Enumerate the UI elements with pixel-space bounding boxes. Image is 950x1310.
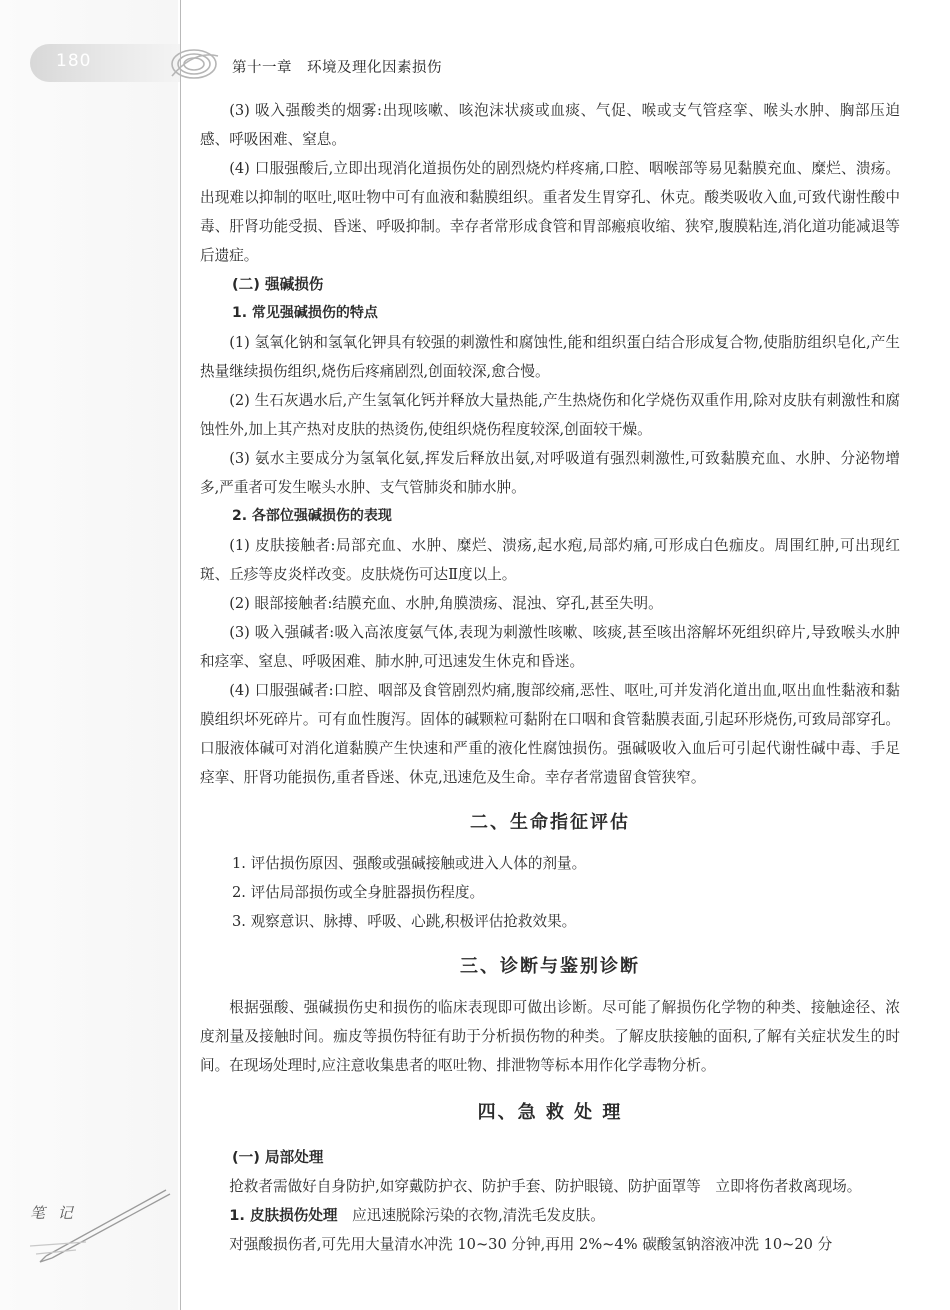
paragraph: (2) 生石灰遇水后,产生氢氧化钙并释放大量热能,产生热烧伤和化学烧伤双重作用,除对皮肤有刺激性和腐蚀性外,加上其产热对皮肤的热烫伤,使组织烧伤程度较深,创面较干燥。	[200, 392, 900, 438]
page-number-badge	[30, 44, 180, 82]
margin-divider	[180, 0, 181, 1310]
list-item: 2. 评估局部损伤或全身脏器损伤程度。	[232, 884, 485, 901]
chapter-title: 第十一章 环境及理化因素损伤	[232, 60, 442, 76]
paragraph-skin-treatment	[200, 1201, 900, 1230]
paragraph: 对强酸损伤者,可先用大量清水冲洗 10~30 分钟,再用 2%~4% 碳酸氢钠溶液冲洗 10~20 分	[229, 1236, 833, 1253]
heading-alkali-features: 1. 常见强碱损伤的特点	[232, 305, 378, 321]
section-title-vital-signs: 二、生命指征评估	[470, 812, 630, 833]
page-number: 180	[56, 51, 92, 71]
subheading-strong-alkali: (二) 强碱损伤	[232, 276, 324, 293]
paragraph: 根据强酸、强碱损伤史和损伤的临床表现即可做出诊断。尽可能了解损伤化学物的种类、接触途径、浓度剂量及接触时间。痂皮等损伤特征有助于分析损伤物的种类。了解皮肤接触的面积,了解有关症状发生的时间。在现场处理时,应注意收集患者的呕吐物、排泄物等标本用作化学毒物分析。	[200, 999, 900, 1074]
paragraph: 抢救者需做好自身防护,如穿戴防护衣、防护手套、防护眼镜、防护面罩等 立即将伤者救离现场。	[229, 1178, 862, 1195]
list-item: 3. 观察意识、脉搏、呼吸、心跳,积极评估抢救效果。	[232, 913, 577, 930]
paragraph: (4) 口服强碱者:口腔、咽部及食管剧烈灼痛,腹部绞痛,恶性、呕吐,可并发消化道出血,呕出血性黏液和黏膜组织坏死碎片。可有血性腹泻。固体的碱颗粒可黏附在口咽和食管黏膜表面,引起环形烧伤,可致局部穿孔。口服液体碱可对消化道黏膜产生快速和严重的液化性腐蚀损伤。强碱吸收入血后可引起代谢性碱中毒、手足痉挛、肝肾功能损伤,重者昏迷、休克,迅速危及生命。幸存者常遗留食管狭窄。	[200, 682, 900, 786]
paragraph: (1) 氢氧化钠和氢氧化钾具有较强的刺激性和腐蚀性,能和组织蛋白结合形成复合物,使脂肪组织皂化,产生热量继续损伤组织,烧伤后疼痛剧烈,创面较深,愈合慢。	[200, 334, 900, 380]
section-title-diagnosis: 三、诊断与鉴别诊断	[460, 956, 640, 977]
paragraph: (1) 皮肤接触者:局部充血、水肿、糜烂、溃疡,起水疱,局部灼痛,可形成白色痂皮。周围红肿,可出现红斑、丘疹等皮炎样改变。皮肤烧伤可达Ⅱ度以上。	[200, 537, 900, 583]
paragraph: (3) 吸入强酸类的烟雾:出现咳嗽、咳泡沫状痰或血痰、气促、喉或支气管痉挛、喉头水肿、胸部压迫感、呼吸困难、窒息。	[200, 102, 900, 148]
section-title-first-aid: 四、急 救 处 理	[477, 1102, 623, 1123]
lead-skin-treatment: 1. 皮肤损伤处理	[229, 1207, 338, 1224]
list-item: 1. 评估损伤原因、强酸或强碱接触或进入人体的剂量。	[232, 855, 587, 872]
paragraph: (4) 口服强酸后,立即出现消化道损伤处的剧烈烧灼样疼痛,口腔、咽喉部等易见黏膜充血、糜烂、溃疡。出现难以抑制的呕吐,呕吐物中可有血液和黏膜组织。重者发生胃穿孔、休克。酸类吸收入血,可致代谢性酸中毒、肝肾功能受损、昏迷、呼吸抑制。幸存者常形成食管和胃部瘢痕收缩、狭窄,腹膜粘连,消化道功能减退等后遗症。	[200, 160, 900, 264]
notes-label: 笔 记	[30, 1204, 77, 1222]
heading-alkali-manifestations: 2. 各部位强碱损伤的表现	[232, 508, 392, 524]
skin-treatment-text: 应迅速脱除污染的衣物,清洗毛发皮肤。	[337, 1207, 605, 1224]
paragraph: (2) 眼部接触者:结膜充血、水肿,角膜溃疡、混浊、穿孔,甚至失明。	[229, 595, 663, 612]
paragraph: (3) 氨水主要成分为氢氧化氨,挥发后释放出氨,对呼吸道有强烈刺激性,可致黏膜充血、水肿、分泌物增多,严重者可发生喉头水肿、支气管肺炎和肺水肿。	[200, 450, 900, 496]
page-body	[200, 96, 900, 1259]
margin-strip	[0, 0, 178, 1310]
pen-icon	[26, 1184, 176, 1264]
subheading-local-treatment: (一) 局部处理	[232, 1149, 324, 1166]
paragraph: (3) 吸入强碱者:吸入高浓度氨气体,表现为刺激性咳嗽、咳痰,甚至咳出溶解坏死组织碎片,导致喉头水肿和痉挛、窒息、呼吸困难、肺水肿,可迅速发生休克和昏迷。	[200, 624, 900, 670]
swirl-ornament-icon	[168, 46, 222, 82]
